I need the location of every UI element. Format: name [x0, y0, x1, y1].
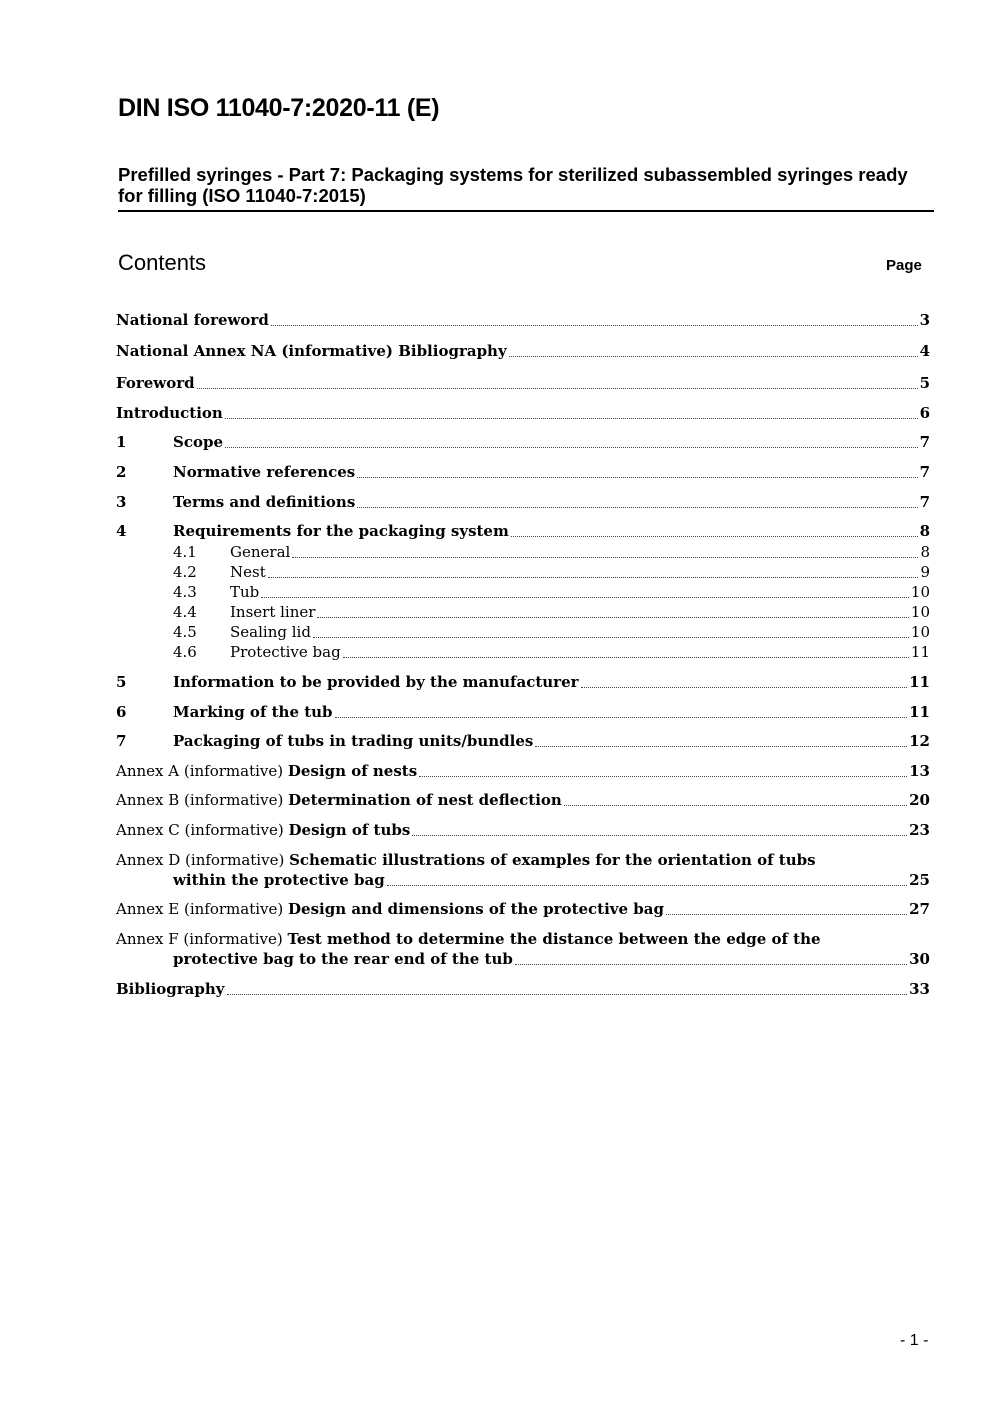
toc-number: 1 — [116, 433, 127, 451]
toc-number: 4.2 — [173, 563, 197, 581]
document-title: DIN ISO 11040-7:2020-11 (E) — [118, 94, 440, 122]
toc-entry-national-annex[interactable] — [116, 341, 930, 361]
toc-page: 11 — [910, 643, 930, 661]
toc-label: Normative references — [173, 463, 356, 481]
toc-label: National Annex NA (informative) Bibliography — [116, 342, 507, 360]
toc-page: 8 — [920, 543, 930, 561]
toc-leader — [419, 775, 907, 777]
toc-page: 23 — [909, 821, 930, 839]
toc-label: Nest — [230, 563, 266, 581]
toc-leader — [509, 355, 918, 357]
toc-label: Packaging of tubs in trading units/bundles — [173, 732, 534, 750]
toc-page: 5 — [919, 374, 930, 392]
toc-annex-prefix: Annex B (informative) — [116, 791, 289, 809]
toc-label: Marking of the tub — [173, 703, 333, 721]
toc-entry-requirements[interactable] — [116, 521, 930, 541]
toc-label: Bibliography — [116, 980, 225, 998]
toc-label: Sealing lid — [230, 623, 311, 641]
toc-page: 30 — [909, 950, 930, 968]
toc-page: 10 — [910, 583, 930, 601]
toc-entry-annex-a[interactable] — [116, 761, 930, 781]
toc-annex-prefix: Annex D (informative) — [116, 851, 290, 869]
toc-number: 4.5 — [173, 623, 197, 641]
toc-entry-annex-f[interactable] — [116, 949, 930, 969]
toc-leader — [666, 913, 907, 915]
toc-label: General — [230, 543, 291, 561]
toc-number: 7 — [116, 732, 127, 750]
toc-leader — [197, 387, 918, 389]
toc-entry-annex-d[interactable] — [116, 870, 930, 890]
toc-annex-prefix: Annex E (informative) — [116, 900, 289, 918]
toc-label: Terms and definitions — [173, 493, 356, 511]
toc-leader — [292, 556, 918, 558]
toc-label: Design and dimensions of the protective bag — [288, 900, 664, 918]
toc-leader — [511, 535, 918, 537]
toc-leader — [261, 596, 909, 598]
toc-number: 4.1 — [173, 543, 197, 561]
toc-entry-introduction[interactable] — [116, 403, 930, 423]
toc-leader — [343, 656, 909, 658]
toc-entry-protective-bag[interactable] — [116, 642, 930, 662]
toc-label: Protective bag — [230, 643, 341, 661]
toc-leader — [564, 804, 907, 806]
toc-annex-prefix: Annex A (informative) — [116, 762, 288, 780]
toc-page: 4 — [919, 342, 930, 360]
toc-label: Test method to determine the distance between the edge of the — [287, 930, 821, 948]
toc-label: Foreword — [116, 374, 195, 392]
toc-leader — [412, 834, 907, 836]
toc-label: National foreword — [116, 311, 269, 329]
toc-label: Introduction — [116, 404, 223, 422]
toc-leader — [317, 616, 908, 618]
toc-label: Determination of nest deflection — [288, 791, 562, 809]
toc-entry-annex-b[interactable] — [116, 790, 930, 810]
toc-label: Design of nests — [287, 762, 418, 780]
toc-number: 5 — [116, 673, 127, 691]
page-column-heading: Page — [886, 257, 922, 274]
toc-leader — [535, 745, 907, 747]
toc-entry-insert-liner[interactable] — [116, 602, 930, 622]
toc-page: 3 — [919, 311, 930, 329]
toc-page: 11 — [909, 673, 930, 691]
toc-label: Information to be provided by the manufacturer — [173, 673, 579, 691]
toc-label: Schematic illustrations of examples for the orientation of tubs — [289, 851, 816, 869]
toc-entry-normative-references[interactable] — [116, 462, 930, 482]
toc-leader — [313, 636, 909, 638]
toc-number: 4.4 — [173, 603, 197, 621]
toc-label: Requirements for the packaging system — [173, 522, 509, 540]
toc-number: 4.6 — [173, 643, 197, 661]
toc-entry-information[interactable] — [116, 672, 930, 692]
toc-page: 13 — [909, 762, 930, 780]
toc-leader — [357, 506, 917, 508]
toc-leader — [271, 324, 918, 326]
toc-page: 11 — [909, 703, 930, 721]
contents-heading: Contents — [118, 250, 207, 275]
toc-leader — [268, 576, 919, 578]
toc-leader — [227, 993, 908, 995]
title-divider — [118, 210, 934, 212]
toc-entry-marking[interactable] — [116, 702, 930, 722]
toc-label-continued: within the protective bag — [173, 871, 385, 889]
toc-number: 6 — [116, 703, 127, 721]
toc-number: 4 — [116, 522, 127, 540]
toc-entry-sealing-lid[interactable] — [116, 622, 930, 642]
toc-leader — [515, 963, 907, 965]
toc-leader — [387, 884, 907, 886]
toc-page: 8 — [919, 522, 930, 540]
toc-leader — [581, 686, 908, 688]
toc-page: 20 — [909, 791, 930, 809]
toc-entry-bibliography[interactable] — [116, 979, 930, 999]
toc-entry-foreword[interactable] — [116, 373, 930, 393]
toc-entry-annex-c[interactable] — [116, 820, 930, 840]
toc-page: 27 — [909, 900, 930, 918]
toc-entry-annex-e[interactable] — [116, 899, 930, 919]
toc-leader — [335, 716, 908, 718]
toc-page: 7 — [919, 433, 930, 451]
toc-leader — [225, 446, 918, 448]
toc-annex-prefix: Annex C (informative) — [116, 821, 289, 839]
toc-number: 3 — [116, 493, 127, 511]
toc-entry-national-foreword[interactable] — [116, 310, 930, 330]
toc-label: Design of tubs — [288, 821, 411, 839]
toc-label: Tub — [230, 583, 260, 601]
toc-page: 9 — [920, 563, 930, 581]
toc-page: 25 — [909, 871, 930, 889]
toc-page: 6 — [919, 404, 930, 422]
toc-entry-general[interactable] — [116, 542, 930, 562]
toc-entry-annex-f-line1[interactable] — [116, 929, 821, 949]
toc-page: 12 — [909, 732, 930, 750]
toc-label-continued: protective bag to the rear end of the tub — [173, 950, 513, 968]
toc-entry-terms-definitions[interactable] — [116, 492, 930, 512]
toc-page: 10 — [910, 623, 930, 641]
toc-leader — [225, 417, 918, 419]
toc-entry-nest[interactable] — [116, 562, 930, 582]
toc-label: Insert liner — [230, 603, 316, 621]
toc-page: 7 — [919, 493, 930, 511]
toc-entry-scope[interactable] — [116, 432, 930, 452]
toc-annex-prefix: Annex F (informative) — [116, 930, 288, 948]
document-subtitle: Prefilled syringes - Part 7: Packaging systems for sterilized subassembled syringes ready for filling (ISO 11040-7:2015) — [118, 164, 908, 206]
toc-page: 10 — [910, 603, 930, 621]
toc-number: 4.3 — [173, 583, 197, 601]
toc-entry-tub[interactable] — [116, 582, 930, 602]
toc-page: 7 — [919, 463, 930, 481]
toc-entry-annex-d-line1[interactable] — [116, 850, 816, 870]
toc-number: 2 — [116, 463, 127, 481]
toc-entry-packaging-tubs[interactable] — [116, 731, 930, 751]
toc-leader — [357, 476, 917, 478]
toc-label: Scope — [173, 433, 224, 451]
page-number: - 1 - — [900, 1332, 929, 1349]
toc-page: 33 — [909, 980, 930, 998]
